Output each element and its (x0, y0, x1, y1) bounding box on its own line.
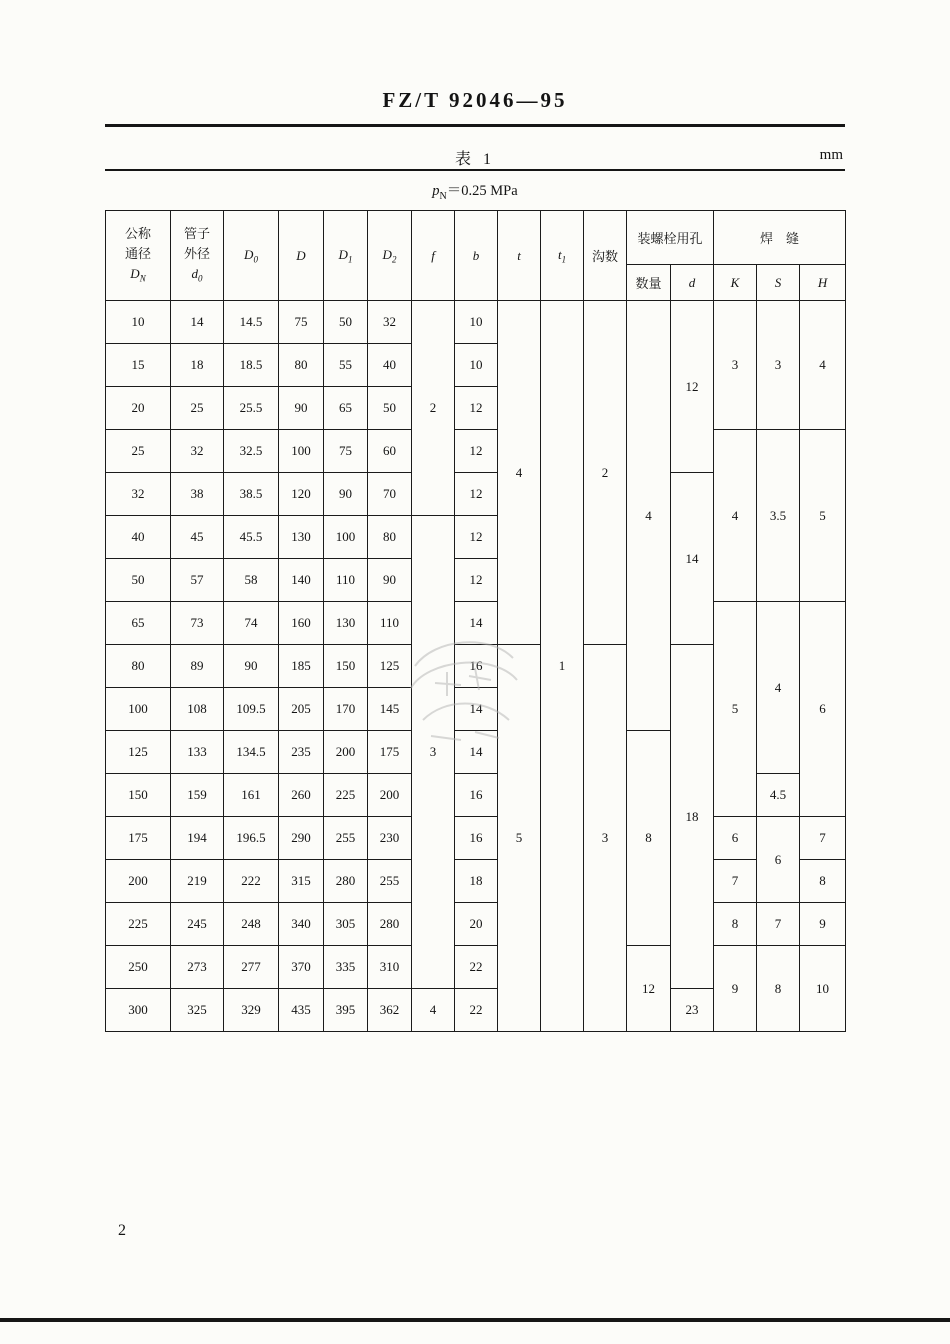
cell-D1: 395 (324, 989, 368, 1032)
cell-b: 20 (455, 903, 498, 946)
cell-dn: 50 (106, 559, 171, 602)
table-header-cell: $D_2$ (368, 211, 412, 301)
cell-dn: 10 (106, 301, 171, 344)
cell-d0: 194 (171, 817, 224, 860)
cell-b: 14 (455, 602, 498, 645)
cell-D: 315 (279, 860, 324, 903)
pressure-symbol: p (432, 183, 440, 199)
cell-b: 18 (455, 860, 498, 903)
cell-d0: 18 (171, 344, 224, 387)
cell-D1: 335 (324, 946, 368, 989)
table-header-cell: D (279, 211, 324, 301)
cell-K: 8 (714, 903, 757, 946)
cell-b: 12 (455, 473, 498, 516)
cell-D: 80 (279, 344, 324, 387)
cell-d0: 25 (171, 387, 224, 430)
cell-dn: 250 (106, 946, 171, 989)
cell-b: 16 (455, 645, 498, 688)
cell-d0: 32 (171, 430, 224, 473)
table-row (106, 301, 846, 344)
cell-D0: 248 (224, 903, 279, 946)
cell-D2: 90 (368, 559, 412, 602)
cell-D0: 134.5 (224, 731, 279, 774)
cell-qty: 12 (627, 946, 671, 1032)
cell-qty: 4 (627, 301, 671, 731)
cell-dn: 200 (106, 860, 171, 903)
cell-d0: 89 (171, 645, 224, 688)
cell-D2: 310 (368, 946, 412, 989)
cell-D1: 90 (324, 473, 368, 516)
cell-D2: 125 (368, 645, 412, 688)
table-header-cell: 装螺栓用孔 (627, 211, 714, 265)
cell-H: 7 (800, 817, 846, 860)
cell-b: 22 (455, 989, 498, 1032)
cell-b: 14 (455, 731, 498, 774)
cell-D1: 280 (324, 860, 368, 903)
cell-t: 5 (498, 645, 541, 1032)
table-row (106, 946, 846, 989)
cell-dn: 150 (106, 774, 171, 817)
cell-D0: 329 (224, 989, 279, 1032)
cell-grooves: 2 (584, 301, 627, 645)
cell-D: 75 (279, 301, 324, 344)
cell-d0: 133 (171, 731, 224, 774)
cell-D: 140 (279, 559, 324, 602)
cell-b: 12 (455, 430, 498, 473)
standard-code: FZ/T 92046—95 (382, 88, 568, 112)
cell-qty: 8 (627, 731, 671, 946)
page-number: 2 (118, 1222, 126, 1239)
table-header-cell: 数量 (627, 265, 671, 301)
cell-d0: 57 (171, 559, 224, 602)
cell-D1: 100 (324, 516, 368, 559)
cell-d0: 219 (171, 860, 224, 903)
table-header-cell: 焊 缝 (714, 211, 846, 265)
table-row (106, 860, 846, 903)
table-row (106, 430, 846, 473)
cell-K: 4 (714, 430, 757, 602)
table-header-cell: b (455, 211, 498, 301)
cell-S: 6 (757, 817, 800, 903)
cell-D0: 45.5 (224, 516, 279, 559)
table-header-row (106, 211, 846, 265)
cell-D1: 150 (324, 645, 368, 688)
table-header-cell: $D_1$ (324, 211, 368, 301)
cell-D: 435 (279, 989, 324, 1032)
cell-H: 4 (800, 301, 846, 430)
cell-D0: 18.5 (224, 344, 279, 387)
cell-D0: 196.5 (224, 817, 279, 860)
cell-d: 23 (671, 989, 714, 1032)
pressure-value: ＝0.25 MPa (446, 183, 518, 199)
cell-D1: 170 (324, 688, 368, 731)
cell-dn: 225 (106, 903, 171, 946)
cell-S: 7 (757, 903, 800, 946)
cell-b: 22 (455, 946, 498, 989)
cell-b: 12 (455, 559, 498, 602)
cell-H: 8 (800, 860, 846, 903)
cell-D2: 175 (368, 731, 412, 774)
table-header-cell: f (412, 211, 455, 301)
cell-H: 10 (800, 946, 846, 1032)
cell-t1: 1 (541, 301, 584, 1032)
cell-D: 260 (279, 774, 324, 817)
table-body (106, 301, 846, 1032)
cell-f: 3 (412, 516, 455, 989)
table-row (106, 903, 846, 946)
cell-b: 16 (455, 817, 498, 860)
cell-K: 7 (714, 860, 757, 903)
cell-D0: 222 (224, 860, 279, 903)
cell-D2: 32 (368, 301, 412, 344)
cell-K: 9 (714, 946, 757, 1032)
cell-K: 3 (714, 301, 757, 430)
cell-d: 12 (671, 301, 714, 473)
cell-dn: 300 (106, 989, 171, 1032)
table-head (106, 211, 846, 301)
cell-b: 14 (455, 688, 498, 731)
caption-rule (105, 169, 845, 171)
table-header-cell: K (714, 265, 757, 301)
cell-f: 2 (412, 301, 455, 516)
cell-dn: 25 (106, 430, 171, 473)
cell-D1: 50 (324, 301, 368, 344)
cell-D: 340 (279, 903, 324, 946)
cell-D: 120 (279, 473, 324, 516)
cell-t: 4 (498, 301, 541, 645)
cell-H: 6 (800, 602, 846, 817)
cell-D0: 38.5 (224, 473, 279, 516)
cell-D2: 280 (368, 903, 412, 946)
cell-d: 14 (671, 473, 714, 645)
cell-S: 8 (757, 946, 800, 1032)
cell-K: 6 (714, 817, 757, 860)
cell-b: 10 (455, 344, 498, 387)
cell-dn: 100 (106, 688, 171, 731)
cell-D0: 25.5 (224, 387, 279, 430)
cell-d: 18 (671, 645, 714, 989)
cell-D2: 70 (368, 473, 412, 516)
cell-K: 5 (714, 602, 757, 817)
cell-D1: 65 (324, 387, 368, 430)
cell-d0: 245 (171, 903, 224, 946)
cell-D0: 32.5 (224, 430, 279, 473)
cell-D: 90 (279, 387, 324, 430)
cell-dn: 32 (106, 473, 171, 516)
cell-D: 370 (279, 946, 324, 989)
cell-dn: 125 (106, 731, 171, 774)
cell-d0: 325 (171, 989, 224, 1032)
table-header-cell: S (757, 265, 800, 301)
table-header-cell: 管子 外径 $d_0$ (171, 211, 224, 301)
unit-label: mm (819, 147, 843, 163)
table-header-cell: 公称 通径 $D_N$ (106, 211, 171, 301)
cell-dn: 40 (106, 516, 171, 559)
cell-b: 12 (455, 387, 498, 430)
cell-D0: 161 (224, 774, 279, 817)
cell-D: 130 (279, 516, 324, 559)
cell-D2: 362 (368, 989, 412, 1032)
cell-D2: 80 (368, 516, 412, 559)
cell-d0: 14 (171, 301, 224, 344)
cell-D0: 14.5 (224, 301, 279, 344)
cell-S: 4.5 (757, 774, 800, 817)
table-header-cell: $D_0$ (224, 211, 279, 301)
cell-b: 10 (455, 301, 498, 344)
cell-H: 9 (800, 903, 846, 946)
pressure-subscript: N (439, 190, 447, 202)
table-header-cell: t (498, 211, 541, 301)
cell-D1: 255 (324, 817, 368, 860)
cell-d0: 45 (171, 516, 224, 559)
spec-table (105, 210, 846, 1032)
cell-D: 185 (279, 645, 324, 688)
cell-D1: 130 (324, 602, 368, 645)
cell-S: 3 (757, 301, 800, 430)
cell-D2: 40 (368, 344, 412, 387)
cell-D1: 305 (324, 903, 368, 946)
cell-D: 100 (279, 430, 324, 473)
cell-D2: 230 (368, 817, 412, 860)
table-caption: 表 1 (454, 151, 495, 168)
table-header-cell: $t_1$ (541, 211, 584, 301)
cell-dn: 15 (106, 344, 171, 387)
cell-D1: 200 (324, 731, 368, 774)
cell-D0: 277 (224, 946, 279, 989)
cell-dn: 80 (106, 645, 171, 688)
table-header-cell: 沟数 (584, 211, 627, 301)
cell-dn: 175 (106, 817, 171, 860)
cell-f: 4 (412, 989, 455, 1032)
cell-D1: 55 (324, 344, 368, 387)
cell-D: 290 (279, 817, 324, 860)
cell-d0: 38 (171, 473, 224, 516)
cell-D: 235 (279, 731, 324, 774)
cell-dn: 20 (106, 387, 171, 430)
cell-D2: 110 (368, 602, 412, 645)
cell-S: 4 (757, 602, 800, 774)
table-row (106, 817, 846, 860)
cell-D2: 50 (368, 387, 412, 430)
cell-d0: 159 (171, 774, 224, 817)
cell-b: 16 (455, 774, 498, 817)
table-row (106, 602, 846, 645)
table-header-cell: d (671, 265, 714, 301)
cell-grooves: 3 (584, 645, 627, 1032)
cell-D2: 145 (368, 688, 412, 731)
cell-D: 205 (279, 688, 324, 731)
top-rule (105, 124, 845, 127)
cell-D0: 58 (224, 559, 279, 602)
cell-D1: 225 (324, 774, 368, 817)
cell-D: 160 (279, 602, 324, 645)
cell-dn: 65 (106, 602, 171, 645)
table-caption-row (105, 146, 845, 168)
cell-b: 12 (455, 516, 498, 559)
bottom-rule (0, 1318, 950, 1322)
cell-S: 3.5 (757, 430, 800, 602)
cell-d0: 273 (171, 946, 224, 989)
cell-D2: 60 (368, 430, 412, 473)
cell-D0: 74 (224, 602, 279, 645)
pressure-note (0, 179, 950, 202)
cell-D0: 109.5 (224, 688, 279, 731)
cell-D1: 75 (324, 430, 368, 473)
table-header-cell: H (800, 265, 846, 301)
cell-H: 5 (800, 430, 846, 602)
cell-D2: 255 (368, 860, 412, 903)
cell-D2: 200 (368, 774, 412, 817)
cell-d0: 108 (171, 688, 224, 731)
cell-D0: 90 (224, 645, 279, 688)
cell-d0: 73 (171, 602, 224, 645)
cell-D1: 110 (324, 559, 368, 602)
